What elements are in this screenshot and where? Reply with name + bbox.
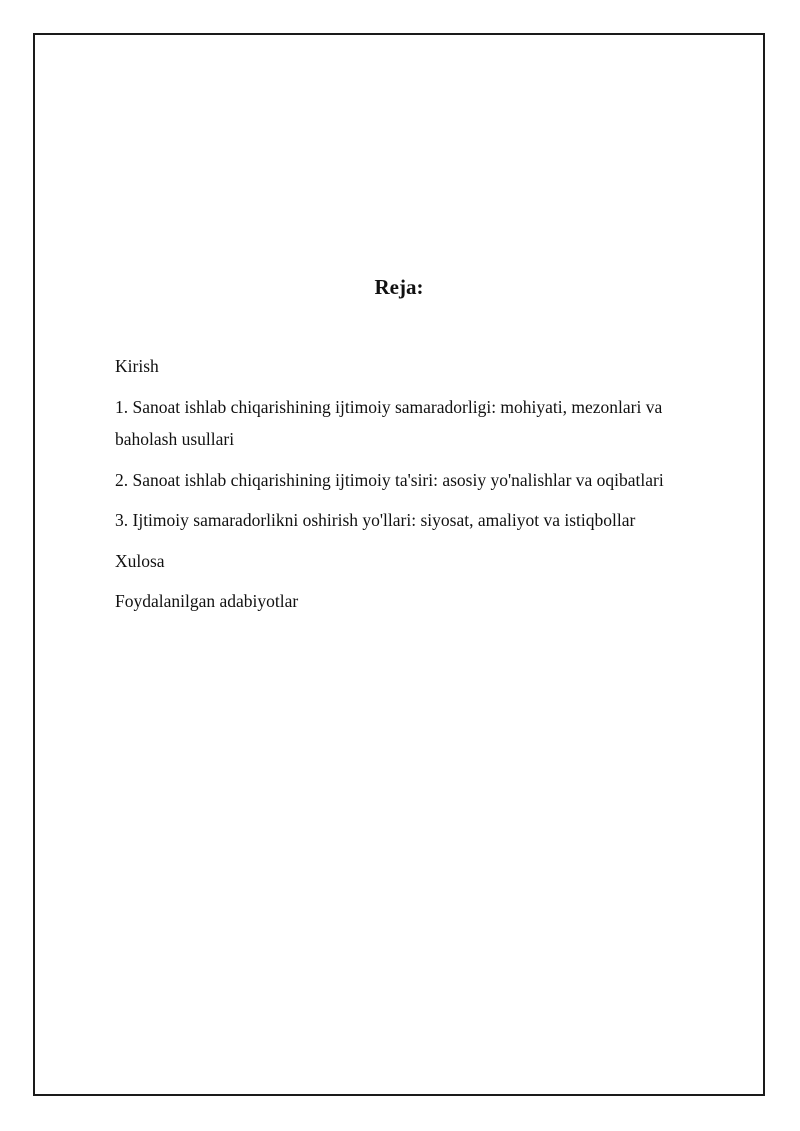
- plan-title: Reja:: [374, 275, 424, 299]
- plan-item-references: Foydalanilgan adabiyotlar: [115, 591, 299, 611]
- plan-item-1: 1. Sanoat ishlab chiqarishining ijtimoiy samaradorligi: mohiyati, mezonlari va baholash usullari: [115, 396, 663, 449]
- plan-item-introduction: Kirish: [115, 356, 159, 376]
- plan-list: [115, 350, 715, 626]
- plan-item-conclusion: Xulosa: [115, 550, 165, 571]
- plan-item-2: 2. Sanoat ishlab chiqarishining ijtimoiy ta'siri: asosiy yo'nalishlar va oqibatlari: [115, 469, 664, 490]
- plan-item-3: 3. Ijtimoiy samaradorlikni oshirish yo'llari: siyosat, amaliyot va istiqbollar: [115, 510, 636, 530]
